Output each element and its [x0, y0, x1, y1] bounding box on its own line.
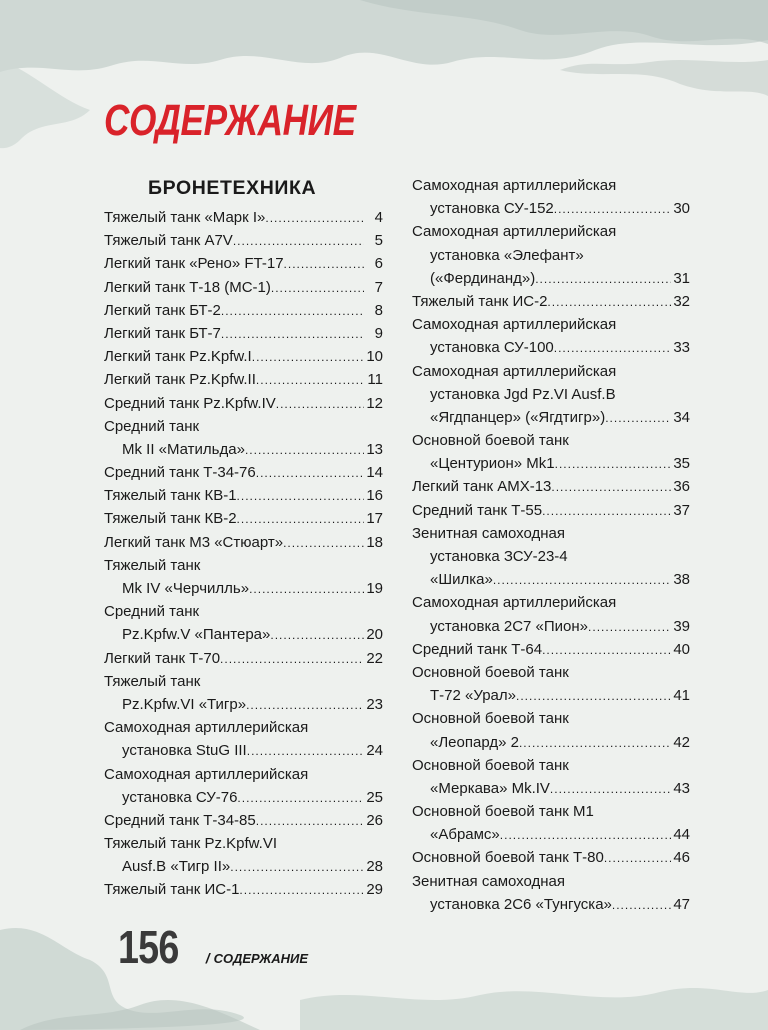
toc-entry-title: «Меркава» Mk.IV: [430, 779, 550, 797]
toc-entry-page-number: 38: [673, 571, 690, 589]
dot-leader: [276, 393, 364, 415]
toc-entry-line: [412, 731, 690, 754]
toc-entry-title: Тяжелый танк A7V: [104, 232, 233, 250]
toc-entry[interactable]: [412, 754, 690, 800]
toc-entry-line: [104, 809, 383, 832]
toc-entry[interactable]: [412, 475, 690, 498]
toc-entry-title: Зенитная самоходная: [412, 872, 566, 890]
toc-entry[interactable]: [412, 638, 690, 661]
dot-leader: [221, 323, 364, 345]
toc-entry-line: [104, 623, 383, 646]
bottom-grunge-stains: [0, 928, 768, 1030]
toc-entry-page-number: 11: [367, 371, 383, 389]
toc-entry[interactable]: [412, 360, 690, 430]
toc-entry[interactable]: [104, 832, 383, 878]
toc-entry-page-number: 37: [673, 501, 690, 519]
toc-entry-title: Самоходная артиллерийская: [104, 765, 309, 783]
page-number: 156: [118, 921, 179, 973]
toc-entry-line: [104, 252, 383, 275]
page-footer: [118, 920, 308, 974]
dot-leader: [239, 879, 364, 901]
dot-leader: [535, 268, 671, 290]
toc-entry-page-number: 13: [366, 440, 383, 458]
dot-leader: [555, 453, 671, 475]
toc-entry-title: Тяжелый танк: [104, 556, 201, 574]
toc-entry-page-number: 47: [673, 895, 690, 913]
toc-entry-title: Легкий танк Pz.Kpfw.I: [104, 348, 252, 366]
toc-entry-page-number: 35: [673, 455, 690, 473]
page-title: СОДЕРЖАНИЕ: [104, 96, 356, 145]
toc-entry-line: [412, 893, 690, 916]
toc-entry-title: Легкий танк БТ-7: [104, 324, 221, 342]
toc-entry[interactable]: [412, 220, 690, 290]
toc-entry-line: [104, 670, 383, 693]
toc-entry-title: установка ЗСУ-23-4: [430, 548, 568, 565]
toc-entry-title: Самоходная артиллерийская: [412, 316, 617, 334]
dot-leader: [256, 462, 364, 484]
toc-entry-line: [104, 716, 383, 739]
toc-entry-line: [412, 174, 690, 197]
toc-entry-line: [104, 461, 383, 484]
toc-entry-title: Легкий танк БТ-2: [104, 301, 221, 319]
dot-leader: [551, 476, 671, 498]
toc-entry-line: [104, 392, 383, 415]
toc-entry-title: Легкий танк М3 «Стюарт»: [104, 533, 284, 551]
toc-entry[interactable]: [412, 661, 690, 707]
toc-entry-title: установка СУ-152: [430, 200, 554, 218]
toc-entry-line: [412, 568, 690, 591]
dot-leader: [284, 253, 364, 275]
toc-entry-line: [104, 647, 383, 670]
dot-leader: [542, 500, 671, 522]
dot-leader: [245, 439, 364, 461]
toc-entry[interactable]: [104, 878, 383, 901]
toc-entry[interactable]: [104, 484, 383, 507]
toc-entry-title: установка Jgd Pz.VI Ausf.B: [430, 385, 616, 403]
toc-entry-title: установка 2С7 «Пион»: [430, 617, 589, 635]
toc-entry-page-number: 12: [366, 394, 383, 412]
toc-entry[interactable]: [104, 647, 383, 670]
toc-entry-title: Тяжелый танк «Марк I»: [104, 209, 266, 226]
toc-entry-page-number: 14: [366, 464, 383, 482]
toc-entry-title: Основной боевой танк: [412, 756, 569, 774]
toc-entry-line: [412, 754, 690, 777]
toc-entry-page-number: 8: [374, 301, 383, 319]
toc-entry-page-number: 28: [366, 858, 383, 876]
toc-entry-title: Основной боевой танк: [412, 710, 569, 728]
toc-entry-title: установка 2С6 «Тунгуска»: [430, 895, 612, 913]
toc-entry-line: [104, 600, 383, 623]
toc-entry-page-number: 29: [366, 881, 383, 899]
toc-entry[interactable]: [104, 415, 383, 461]
toc-entry-title: Самоходная артиллерийская: [412, 177, 617, 194]
toc-entry-page-number: 46: [673, 849, 690, 867]
toc-entry-page-number: 22: [366, 649, 383, 667]
toc-entry-page-number: 5: [374, 232, 383, 250]
toc-entry[interactable]: [104, 229, 383, 252]
dot-leader: [547, 291, 671, 313]
toc-entry-line: [412, 290, 690, 313]
toc-entry-page-number: 42: [673, 733, 690, 751]
toc-entry-line: [104, 438, 383, 461]
dot-leader: [237, 508, 364, 530]
toc-entry[interactable]: [104, 763, 383, 809]
toc-entry-line: [104, 577, 383, 600]
toc-entry-line: [412, 244, 690, 267]
toc-entry-line: [412, 220, 690, 243]
dot-leader: [550, 778, 671, 800]
toc-entry-title: Средний танк Pz.Kpfw.IV: [104, 394, 276, 412]
toc-entry-line: [104, 322, 383, 345]
toc-entry-title: Легкий танк Т-70: [104, 649, 221, 667]
toc-entry-line: [412, 707, 690, 730]
toc-entry-page-number: 6: [374, 255, 383, 273]
toc-entry-page-number: 43: [673, 779, 690, 797]
toc-entry-title: Средний танк Т-55: [412, 501, 543, 519]
dot-leader: [247, 740, 364, 762]
toc-entry[interactable]: [412, 290, 690, 313]
toc-entry-title: Легкий танк Т-18 (МС-1): [104, 278, 271, 296]
toc-entry-title: Mk IV «Черчилль»: [122, 580, 250, 597]
toc-entry-title: («Фердинанд»): [430, 269, 536, 287]
toc-entry-line: [412, 870, 690, 893]
toc-entry-line: [412, 846, 690, 869]
toc-entry-page-number: 19: [366, 580, 383, 597]
toc-entry[interactable]: [412, 870, 690, 916]
toc-entry-line: [412, 591, 690, 614]
dot-leader: [221, 300, 364, 322]
toc-entry-title: Mk II «Матильда»: [122, 440, 245, 458]
toc-entry-title: Т-72 «Урал»: [430, 687, 516, 705]
toc-entry-line: [104, 739, 383, 762]
toc-entry-title: Легкий танк AMX-13: [412, 478, 552, 496]
toc-entry-title: Основной боевой танк: [412, 432, 569, 450]
toc-column-left: [104, 174, 383, 902]
dot-leader: [220, 648, 364, 670]
dot-leader: [588, 616, 671, 638]
toc-entry-line: [412, 267, 690, 290]
toc-entry-page-number: 23: [366, 695, 383, 713]
toc-entry[interactable]: [104, 809, 383, 832]
toc-entry-line: [104, 507, 383, 530]
toc-entry-line: [412, 800, 690, 823]
toc-entry-page-number: 44: [673, 826, 690, 844]
toc-entry-line: [412, 522, 690, 545]
dot-leader: [270, 624, 364, 646]
toc-entry-line: [104, 299, 383, 322]
toc-entry-line: [412, 499, 690, 522]
toc-entry-line: [104, 554, 383, 577]
toc-entry-line: [104, 763, 383, 786]
toc-entry-line: [104, 368, 383, 391]
toc-entry[interactable]: [104, 252, 383, 275]
toc-entry-line: [412, 823, 690, 846]
toc-entry-page-number: 17: [366, 510, 383, 528]
toc-entry-line: [104, 878, 383, 901]
toc-entry-title: Самоходная артиллерийская: [412, 362, 617, 380]
toc-entry-page-number: 39: [673, 617, 690, 635]
toc-entry-line: [412, 475, 690, 498]
toc-list-right: [412, 174, 690, 916]
toc-entry-line: [104, 229, 383, 252]
toc-entry-title: «Леопард» 2: [430, 733, 519, 751]
toc-entry-title: установка StuG III: [122, 742, 247, 760]
toc-entry[interactable]: [412, 499, 690, 522]
toc-entry[interactable]: [104, 554, 383, 600]
toc-entry-title: Средний танк: [104, 603, 200, 621]
toc-entry-page-number: 41: [673, 687, 690, 705]
toc-entry-line: [412, 360, 690, 383]
toc-entry[interactable]: [412, 707, 690, 753]
toc-entry-title: Тяжелый танк: [104, 672, 201, 690]
toc-entry-line: [412, 615, 690, 638]
toc-entry-title: Средний танк Т-64: [412, 640, 543, 658]
toc-list-left: [104, 206, 383, 902]
toc-entry[interactable]: [412, 800, 690, 846]
toc-entry-title: Основной боевой танк М1: [412, 803, 594, 821]
dot-leader: [283, 532, 364, 554]
toc-entry-page-number: 24: [366, 742, 383, 760]
toc-entry[interactable]: [104, 600, 383, 646]
toc-entry-title: «Шилка»: [430, 571, 493, 589]
toc-entry-line: [104, 345, 383, 368]
toc-entry-line: [104, 832, 383, 855]
toc-entry-page-number: 32: [673, 292, 690, 310]
toc-entry-title: Pz.Kpfw.VI «Тигр»: [122, 695, 247, 713]
toc-entry[interactable]: [104, 276, 383, 299]
toc-entry-line: [412, 545, 690, 568]
toc-entry-page-number: 9: [374, 324, 383, 342]
toc-entry-title: Ausf.B «Тигр II»: [122, 858, 231, 876]
toc-entry-page-number: 34: [673, 408, 690, 426]
toc-entry[interactable]: [104, 299, 383, 322]
toc-entry-title: установка СУ-100: [430, 339, 554, 357]
toc-entry-line: [412, 661, 690, 684]
dot-leader: [612, 894, 671, 916]
dot-leader: [230, 856, 364, 878]
toc-entry[interactable]: [412, 522, 690, 592]
dot-leader: [252, 346, 364, 368]
toc-entry-title: Средний танк Т-34-76: [104, 464, 256, 482]
toc-entry-title: «Абрамс»: [430, 826, 500, 844]
toc-entry-line: [104, 693, 383, 716]
toc-entry-title: Основной боевой танк Т-80: [412, 849, 604, 867]
toc-entry[interactable]: [104, 507, 383, 530]
section-heading: БРОНЕТЕХНИКА: [148, 177, 317, 199]
toc-entry[interactable]: [104, 322, 383, 345]
dot-leader: [256, 369, 364, 391]
dot-leader: [500, 824, 671, 846]
toc-entry-page-number: 16: [366, 487, 383, 505]
dot-leader: [246, 694, 364, 716]
footer-section-label: СОДЕРЖАНИЕ: [213, 951, 309, 966]
toc-entry-page-number: 7: [374, 278, 383, 296]
toc-entry-line: [104, 276, 383, 299]
toc-entry-line: [412, 638, 690, 661]
toc-entry-line: [104, 484, 383, 507]
toc-entry[interactable]: [104, 392, 383, 415]
toc-entry-title: Тяжелый танк ИС-1: [104, 881, 240, 899]
toc-entry-line: [412, 684, 690, 707]
toc-entry-title: установка СУ-76: [122, 788, 238, 806]
toc-entry-page-number: 25: [366, 788, 383, 806]
dot-leader: [256, 810, 364, 832]
toc-entry[interactable]: [104, 206, 383, 229]
toc-entry-title: Pz.Kpfw.V «Пантера»: [122, 626, 271, 644]
dot-leader: [271, 277, 364, 299]
dot-leader: [542, 639, 671, 661]
toc-entry-title: Зенитная самоходная: [412, 524, 566, 542]
toc-entry-line: [104, 786, 383, 809]
toc-entry-title: Тяжелый танк ИС-2: [412, 292, 548, 310]
toc-column-right: [412, 174, 690, 916]
toc-entry-page-number: 36: [673, 478, 690, 496]
toc-entry-line: [412, 777, 690, 800]
toc-entry-line: [412, 383, 690, 406]
toc-entry-line: [104, 206, 383, 229]
dot-leader: [516, 685, 671, 707]
toc-entry-title: Легкий танк «Рено» FT-17: [104, 255, 284, 273]
toc-entry-line: [104, 415, 383, 438]
toc-entry-title: Средний танк: [104, 417, 200, 435]
dot-leader: [554, 337, 671, 359]
toc-entry[interactable]: [412, 313, 690, 359]
dot-leader: [605, 407, 671, 429]
toc-entry-page-number: 10: [366, 348, 383, 366]
toc-entry[interactable]: [412, 846, 690, 869]
toc-entry-line: [412, 336, 690, 359]
toc-entry[interactable]: [104, 716, 383, 762]
toc-entry-line: [412, 452, 690, 475]
toc-entry-page-number: 40: [673, 640, 690, 658]
toc-entry[interactable]: [104, 461, 383, 484]
toc-entry-page-number: 26: [366, 811, 383, 829]
toc-entry-line: [412, 313, 690, 336]
dot-leader: [233, 230, 364, 252]
toc-entry[interactable]: [412, 174, 690, 220]
toc-entry-title: Тяжелый танк КВ-2: [104, 510, 237, 528]
toc-entry-title: «Ягдпанцер» («Ягдтигр»): [430, 408, 606, 426]
dot-leader: [265, 207, 364, 229]
toc-entry-title: Тяжелый танк Pz.Kpfw.VI: [104, 835, 277, 853]
toc-entry-page-number: 31: [673, 269, 690, 287]
toc-entry-title: Средний танк Т-34-85: [104, 811, 256, 829]
toc-entry[interactable]: [412, 591, 690, 637]
toc-entry-line: [412, 197, 690, 220]
toc-entry-title: Самоходная артиллерийская: [412, 594, 617, 612]
toc-entry-page-number: 33: [673, 339, 690, 357]
toc-entry[interactable]: [104, 531, 383, 554]
toc-entry-title: Тяжелый танк КВ-1: [104, 487, 237, 505]
dot-leader: [237, 787, 364, 809]
toc-entry-title: «Центурион» Mk1: [430, 455, 555, 473]
dot-leader: [237, 485, 364, 507]
toc-entry-title: Основной боевой танк: [412, 663, 569, 681]
toc-entry-line: [104, 855, 383, 878]
dot-leader: [554, 198, 671, 220]
footer-separator: /: [205, 950, 210, 966]
toc-entry[interactable]: [104, 670, 383, 716]
toc-entry-line: [104, 531, 383, 554]
toc-entry-title: Самоходная артиллерийская: [412, 223, 617, 241]
toc-entry-page-number: 18: [366, 533, 383, 551]
dot-leader: [249, 578, 364, 600]
toc-entry-line: [412, 429, 690, 452]
dot-leader: [519, 732, 671, 754]
toc-entry[interactable]: [104, 345, 383, 368]
toc-entry[interactable]: [104, 368, 383, 391]
toc-entry-page-number: 20: [366, 626, 383, 644]
toc-entry-title: установка «Элефант»: [430, 246, 584, 264]
toc-entry[interactable]: [412, 429, 690, 475]
toc-entry-page-number: 4: [374, 209, 383, 226]
toc-entry-page-number: 30: [673, 200, 690, 218]
toc-entry-title: Легкий танк Pz.Kpfw.II: [104, 371, 256, 389]
toc-entry-line: [412, 406, 690, 429]
dot-leader: [493, 569, 671, 591]
toc-entry-title: Самоходная артиллерийская: [104, 719, 309, 737]
dot-leader: [604, 847, 671, 869]
